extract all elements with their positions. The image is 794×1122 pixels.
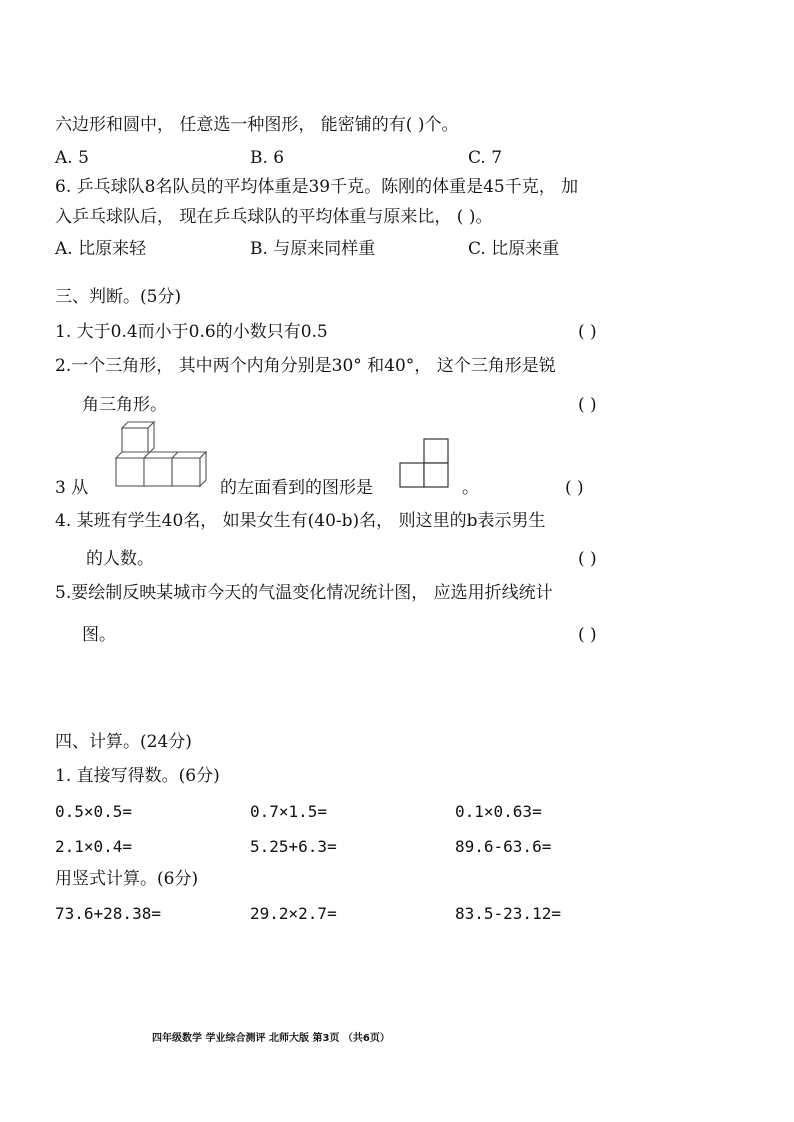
- option-c: C. 7: [468, 148, 503, 168]
- question-text: 六边形和圆中， 任意选一种图形， 能密铺的有( )个。: [55, 115, 459, 135]
- section-3-title: 三、判断。(5分): [55, 287, 182, 307]
- section-4-title: 四、计算。(24分): [55, 732, 192, 752]
- calc-r2-c2: 5.25+6.3=: [250, 837, 337, 856]
- calc-r2-c3: 89.6-63.6=: [455, 837, 552, 856]
- cube-top: [122, 422, 154, 454]
- option-b: B. 6: [250, 148, 285, 168]
- judge-item-3-middle-text: 的左面看到的图形是: [220, 478, 373, 498]
- left-view-top-square: [424, 439, 448, 463]
- judge-item-2-line1: 2.一个三角形， 其中两个内角分别是30° 和40°， 这个三角形是锐: [55, 356, 556, 376]
- judge-item-4-line1: 4. 某班有学生40名， 如果女生有(40-b)名， 则这里的b表示男生: [55, 511, 546, 531]
- calc-r2-c1: 2.1×0.4=: [55, 837, 133, 856]
- judge-item-3-end: 。: [462, 478, 479, 498]
- section-4-sub2: 用竖式计算。(6分): [55, 869, 199, 889]
- calc-r1-c2: 0.7×1.5=: [250, 802, 328, 821]
- question-6-option-a: A. 比原来轻: [55, 239, 147, 259]
- left-view-bottom-left-square: [400, 463, 424, 487]
- question-6-line1: 6. 乒乓球队8名队员的平均体重是39千克。陈刚的体重是45千克， 加: [55, 177, 579, 197]
- judge-item-3-answer-paren[interactable]: ( ): [565, 478, 584, 498]
- question-6-option-b: B. 与原来同样重: [250, 239, 376, 259]
- cube-bottom-right: [172, 452, 206, 486]
- left-view-figure: [398, 436, 454, 492]
- judge-item-3-number: 3 从: [55, 478, 89, 498]
- calc-r1-c3: 0.1×0.63=: [455, 802, 542, 821]
- judge-item-5-line2: 图。: [82, 625, 116, 645]
- question-6-line2: 入乒乓球队后， 现在乒乓球队的平均体重与原来比， ( )。: [55, 207, 493, 227]
- option-a: A. 5: [55, 148, 89, 168]
- judge-item-2-line2: 角三角形。: [82, 395, 167, 415]
- section-4-sub1: 1. 直接写得数。(6分): [55, 766, 220, 786]
- left-view-bottom-right-square: [424, 463, 448, 487]
- vertical-calc-1: 73.6+28.38=: [55, 904, 161, 923]
- judge-item-2-answer-paren[interactable]: ( ): [578, 395, 597, 415]
- vertical-calc-2: 29.2×2.7=: [250, 904, 337, 923]
- page-footer: 四年级数学 学业综合测评 北师大版 第3页 （共6页）: [152, 1033, 390, 1044]
- judge-item-5-answer-paren[interactable]: ( ): [578, 625, 597, 645]
- question-6-option-c: C. 比原来重: [468, 239, 560, 259]
- judge-item-4-answer-paren[interactable]: ( ): [578, 549, 597, 569]
- vertical-calc-3: 83.5-23.12=: [455, 904, 561, 923]
- calc-r1-c1: 0.5×0.5=: [55, 802, 133, 821]
- judge-item-5-line1: 5.要绘制反映某城市今天的气温变化情况统计图， 应选用折线统计: [55, 583, 553, 603]
- judge-item-4-line2: 的人数。: [86, 549, 154, 569]
- cube-stack-figure: [114, 420, 214, 490]
- judge-item-1: 1. 大于0.4而小于0.6的小数只有0.5: [55, 322, 328, 342]
- judge-item-1-answer-paren[interactable]: ( ): [578, 322, 597, 342]
